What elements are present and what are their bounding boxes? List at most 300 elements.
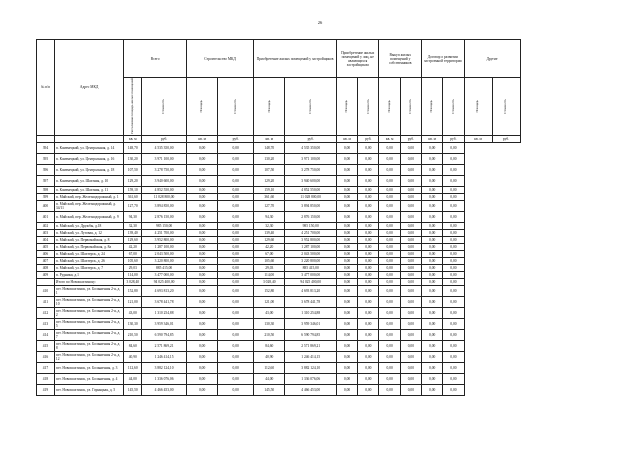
construction-area: 0,00: [186, 236, 217, 243]
zero-area-cell: 0,00: [422, 193, 443, 200]
row-number: 396: [37, 164, 55, 175]
construction-area: 0,00: [186, 211, 217, 222]
zero-cost-cell: 0,00: [443, 222, 464, 229]
zero-cost-cell: 0,00: [443, 153, 464, 164]
row-address: пгт. Новошахтинск, ул. Больничная 2-я, д. 7: [54, 329, 123, 340]
zero-area-cell: 0,00: [336, 285, 357, 296]
construction-area: 0,00: [186, 340, 217, 351]
zero-area-cell: 0,00: [336, 318, 357, 329]
total-cost: 1 287 100,00: [142, 243, 187, 250]
total-cost: 6 590 794,85: [142, 329, 187, 340]
zero-cost-cell: 0,00: [400, 307, 421, 318]
unit-sqm: кв. м: [464, 135, 492, 142]
zero-cost-cell: 0,00: [358, 373, 379, 384]
unit-rub: руб.: [400, 135, 421, 142]
total-cost: 11 028 800,00: [142, 193, 187, 200]
zero-cost-cell: 0,00: [443, 200, 464, 211]
row-address: п. Майский, ул. Шахтерск, д. 24: [54, 250, 123, 257]
zero-area-cell: 0,00: [336, 340, 357, 351]
total-area: 29,03: [124, 264, 142, 271]
table-row: [37, 285, 595, 296]
row-address: пгт. Новошахтинск, ул. Больничная, д. 3: [54, 362, 123, 373]
construction-cost: 0,00: [218, 307, 254, 318]
zero-cost-cell: 0,00: [400, 153, 421, 164]
total-cost: 4 693 813,20: [142, 285, 187, 296]
row-number: 407: [37, 257, 55, 264]
construction-area: 0,00: [186, 186, 217, 193]
row-address: пгт. Новошахтинск, ул. Горняцкая, д. 5: [54, 384, 123, 395]
developer-cost: 3 678 441,78: [285, 296, 337, 307]
table-row: [37, 153, 595, 164]
zero-cost-cell: 0,00: [400, 236, 421, 243]
developer-area: 67,00: [254, 250, 285, 257]
table-row: [37, 211, 595, 222]
row-address: п. Майский, пер. Железнодорожный, д. 9: [54, 211, 123, 222]
subheader-area: Площадь: [266, 99, 271, 113]
row-number: [37, 278, 55, 285]
developer-cost: 1 287 100,00: [285, 243, 337, 250]
developer-area: 84,60: [254, 340, 285, 351]
row-number: 406: [37, 250, 55, 257]
zero-area-cell: 0,00: [379, 153, 400, 164]
zero-cost-cell: 0,00: [400, 193, 421, 200]
unit-rub: руб.: [285, 135, 337, 142]
row-number: 413: [37, 318, 55, 329]
resettlement-table: [36, 39, 594, 396]
zero-area-cell: 0,00: [336, 264, 357, 271]
construction-cost: 0,00: [218, 271, 254, 278]
zero-area-cell: 0,00: [422, 142, 443, 153]
zero-area-cell: 0,00: [379, 329, 400, 340]
table-row: [37, 200, 595, 211]
developer-cost: 1 310 254,88: [285, 307, 337, 318]
zero-area-cell: 0,00: [336, 211, 357, 222]
zero-area-cell: 0,00: [336, 164, 357, 175]
construction-cost: 0,00: [218, 318, 254, 329]
zero-area-cell: 0,00: [422, 351, 443, 362]
table-row: [37, 264, 595, 271]
developer-cost: 11 028 800,00: [285, 193, 337, 200]
table-row: [37, 164, 595, 175]
zero-area-cell: 0,00: [422, 307, 443, 318]
developer-area: 129,20: [254, 175, 285, 186]
developer-cost: 985 150,00: [285, 222, 337, 229]
table-row: [37, 373, 595, 384]
construction-area: 0,00: [186, 285, 217, 296]
developer-cost: 4 251 700,00: [285, 229, 337, 236]
zero-area-cell: 0,00: [379, 340, 400, 351]
zero-cost-cell: 0,00: [443, 229, 464, 236]
developer-cost: 4 693 813,20: [285, 285, 337, 296]
zero-cost-cell: 0,00: [400, 142, 421, 153]
developer-area: 40,90: [254, 351, 285, 362]
zero-cost-cell: 0,00: [358, 296, 379, 307]
table-row: [37, 222, 595, 229]
zero-cost-cell: 0,00: [358, 271, 379, 278]
row-number: 398: [37, 186, 55, 193]
row-address: п. Каменецкий, ул. Шахтная, д. 10: [54, 175, 123, 186]
row-number: 419: [37, 384, 55, 395]
construction-cost: 0,00: [218, 200, 254, 211]
header-other: Другие: [464, 40, 520, 78]
developer-area: 130,30: [254, 318, 285, 329]
table-row: [37, 340, 595, 351]
total-cost: 885 415,00: [142, 264, 187, 271]
zero-cost-cell: 0,00: [443, 384, 464, 395]
developer-cost: 885 415,00: [285, 264, 337, 271]
construction-cost: 0,00: [218, 264, 254, 271]
table-row: [37, 236, 595, 243]
header-construction: Строительство МКД: [186, 40, 253, 78]
total-area: 40,90: [124, 351, 142, 362]
subheader-area: Площадь: [429, 99, 434, 113]
unit-sqm: кв. м: [124, 135, 142, 142]
zero-area-cell: 0,00: [336, 373, 357, 384]
zero-cost-cell: 0,00: [443, 329, 464, 340]
construction-cost: 0,00: [218, 142, 254, 153]
developer-area: 114,00: [254, 271, 285, 278]
zero-area-cell: 0,00: [379, 236, 400, 243]
table-row: [37, 318, 595, 329]
zero-area-cell: 0,00: [422, 271, 443, 278]
developer-area: 3 028,40: [254, 278, 285, 285]
developer-cost: 2 876 150,00: [285, 211, 337, 222]
subheader-cost: Стоимость: [233, 98, 237, 114]
zero-area-cell: 0,00: [336, 243, 357, 250]
zero-area-cell: 0,00: [422, 384, 443, 395]
total-area: 44,00: [124, 373, 142, 384]
construction-cost: 0,00: [218, 236, 254, 243]
construction-cost: 0,00: [218, 229, 254, 236]
zero-cost-cell: 0,00: [358, 384, 379, 395]
zero-area-cell: 0,00: [379, 296, 400, 307]
total-area: 129,60: [124, 236, 142, 243]
zero-cost-cell: 0,00: [443, 362, 464, 373]
zero-cost-cell: 0,00: [443, 250, 464, 257]
header-development-contract: Договор о развитии застроенной территории: [422, 40, 465, 78]
row-address: п. Каменецкий, ул. Шахтная, д. 11: [54, 186, 123, 193]
zero-cost-cell: 0,00: [443, 351, 464, 362]
construction-cost: 0,00: [218, 186, 254, 193]
construction-cost: 0,00: [218, 193, 254, 200]
construction-area: 0,00: [186, 318, 217, 329]
developer-cost: 3 952 800,00: [285, 236, 337, 243]
zero-area-cell: 0,00: [336, 175, 357, 186]
total-cost: 985 150,00: [142, 222, 187, 229]
total-cost: 3 894 850,00: [142, 200, 187, 211]
construction-cost: 0,00: [218, 175, 254, 186]
zero-cost-cell: 0,00: [400, 351, 421, 362]
total-cost: 4 251 700,00: [142, 229, 187, 236]
developer-area: 112,60: [254, 362, 285, 373]
zero-area-cell: 0,00: [336, 229, 357, 236]
construction-area: 0,00: [186, 222, 217, 229]
zero-cost-cell: 0,00: [358, 362, 379, 373]
zero-area-cell: 0,00: [336, 222, 357, 229]
table-row: [37, 186, 595, 193]
subheader-cost: Стоимость: [408, 98, 413, 114]
zero-area-cell: 0,00: [379, 175, 400, 186]
row-number: 401: [37, 211, 55, 222]
zero-cost-cell: 0,00: [400, 271, 421, 278]
zero-area-cell: 0,00: [422, 278, 443, 285]
zero-cost-cell: 0,00: [358, 142, 379, 153]
row-number: 410: [37, 285, 55, 296]
construction-area: 0,00: [186, 175, 217, 186]
zero-cost-cell: 0,00: [358, 278, 379, 285]
zero-area-cell: 0,00: [336, 153, 357, 164]
zero-cost-cell: 0,00: [358, 351, 379, 362]
total-area: 127,70: [124, 200, 142, 211]
zero-area-cell: 0,00: [379, 142, 400, 153]
zero-cost-cell: 0,00: [443, 186, 464, 193]
developer-area: 107,50: [254, 164, 285, 175]
zero-cost-cell: 0,00: [443, 318, 464, 329]
table-row: [37, 243, 595, 250]
zero-area-cell: 0,00: [422, 257, 443, 264]
table-row: [37, 278, 595, 285]
row-number: 412: [37, 307, 55, 318]
subheader-cost: Стоимость: [307, 98, 312, 114]
construction-area: 0,00: [186, 257, 217, 264]
developer-area: 105,60: [254, 257, 285, 264]
zero-area-cell: 0,00: [336, 257, 357, 264]
construction-area: 0,00: [186, 142, 217, 153]
total-cost: 3 971 100,00: [142, 153, 187, 164]
construction-cost: 0,00: [218, 384, 254, 395]
zero-cost-cell: 0,00: [400, 340, 421, 351]
row-number: 400: [37, 200, 55, 211]
construction-cost: 0,00: [218, 250, 254, 257]
zero-cost-cell: 0,00: [443, 296, 464, 307]
developer-area: 159,10: [254, 186, 285, 193]
table-row: [37, 229, 595, 236]
developer-area: 129,60: [254, 236, 285, 243]
zero-area-cell: 0,00: [336, 329, 357, 340]
construction-area: 0,00: [186, 384, 217, 395]
developer-area: 121,00: [254, 296, 285, 307]
zero-area-cell: 0,00: [422, 175, 443, 186]
total-cost: 2 571 869,21: [142, 340, 187, 351]
zero-area-cell: 0,00: [379, 384, 400, 395]
total-area: 159,10: [124, 186, 142, 193]
total-area: 94,30: [124, 211, 142, 222]
row-number: 395: [37, 153, 55, 164]
zero-area-cell: 0,00: [422, 164, 443, 175]
zero-cost-cell: 0,00: [443, 175, 464, 186]
zero-cost-cell: 0,00: [400, 384, 421, 395]
zero-cost-cell: 0,00: [400, 222, 421, 229]
header-acquisition-developers: Приобретение жилых помещений у застройщиков: [254, 40, 337, 78]
unit-sqm: кв. м: [254, 135, 285, 142]
construction-cost: 0,00: [218, 153, 254, 164]
zero-cost-cell: 0,00: [400, 264, 421, 271]
construction-cost: 0,00: [218, 362, 254, 373]
zero-area-cell: 0,00: [336, 200, 357, 211]
subheader-area: Площадь: [344, 99, 349, 113]
subheader-area: Площадь: [386, 99, 391, 113]
construction-cost: 0,00: [218, 351, 254, 362]
zero-area-cell: 0,00: [379, 257, 400, 264]
row-address: п. Каменецкий, ул. Центральная, д. 18: [54, 164, 123, 175]
header-buyout: Выкуп жилых помещений у собственников: [379, 40, 422, 78]
unit-sqm: кв. м: [422, 135, 443, 142]
total-cost: 1 246 414,15: [142, 351, 187, 362]
developer-area: 139,40: [254, 229, 285, 236]
construction-area: 0,00: [186, 250, 217, 257]
zero-cost-cell: 0,00: [400, 329, 421, 340]
table-row: [37, 351, 595, 362]
zero-cost-cell: 0,00: [358, 340, 379, 351]
zero-cost-cell: 0,00: [358, 175, 379, 186]
zero-cost-cell: 0,00: [358, 153, 379, 164]
unit-rub: руб.: [142, 135, 187, 142]
total-area: 129,20: [124, 175, 142, 186]
developer-cost: 6 590 794,85: [285, 329, 337, 340]
zero-area-cell: 0,00: [379, 222, 400, 229]
developer-area: 42,20: [254, 243, 285, 250]
zero-cost-cell: 0,00: [358, 229, 379, 236]
unit-rub: руб.: [443, 135, 464, 142]
zero-area-cell: 0,00: [336, 296, 357, 307]
developer-area: 43,00: [254, 307, 285, 318]
zero-area-cell: 0,00: [379, 318, 400, 329]
zero-cost-cell: 0,00: [443, 243, 464, 250]
zero-cost-cell: 0,00: [358, 250, 379, 257]
zero-cost-cell: 0,00: [400, 257, 421, 264]
zero-area-cell: 0,00: [379, 200, 400, 211]
table-row: [37, 384, 595, 395]
zero-area-cell: 0,00: [422, 285, 443, 296]
row-address: п. Майский, ул. Шахтерск, д. 26: [54, 257, 123, 264]
unit-sqm: кв. м: [336, 135, 357, 142]
developer-cost: 1 246 414,15: [285, 351, 337, 362]
construction-cost: 0,00: [218, 243, 254, 250]
developer-cost: 3 477 000,00: [285, 271, 337, 278]
zero-area-cell: 0,00: [379, 243, 400, 250]
header-address: Адрес МКД: [54, 40, 123, 136]
total-area: 145,50: [124, 384, 142, 395]
zero-cost-cell: 0,00: [400, 229, 421, 236]
developer-area: 44,00: [254, 373, 285, 384]
zero-area-cell: 0,00: [422, 264, 443, 271]
construction-area: 0,00: [186, 243, 217, 250]
row-number: 397: [37, 175, 55, 186]
row-number: 405: [37, 243, 55, 250]
developer-area: 94,30: [254, 211, 285, 222]
zero-cost-cell: 0,00: [400, 250, 421, 257]
zero-area-cell: 0,00: [379, 250, 400, 257]
total-cost: 3 477 000,00: [142, 271, 187, 278]
total-area: 130,20: [124, 153, 142, 164]
table-row: [37, 329, 595, 340]
total-area: 84,60: [124, 340, 142, 351]
developer-area: 210,50: [254, 329, 285, 340]
developer-area: 130,20: [254, 153, 285, 164]
total-area: 67,00: [124, 250, 142, 257]
total-area: 32,30: [124, 222, 142, 229]
zero-area-cell: 0,00: [379, 307, 400, 318]
table-row: [37, 257, 595, 264]
table-row: [37, 271, 595, 278]
total-cost: 4 852 550,00: [142, 186, 187, 193]
row-number: 417: [37, 362, 55, 373]
subheader-cost: Стоимость: [503, 98, 508, 114]
zero-area-cell: 0,00: [336, 193, 357, 200]
total-cost: 1 310 254,88: [142, 307, 187, 318]
zero-cost-cell: 0,00: [443, 271, 464, 278]
zero-cost-cell: 0,00: [443, 142, 464, 153]
total-cost: 3 940 600,00: [142, 175, 187, 186]
unit-rub: руб.: [358, 135, 379, 142]
zero-cost-cell: 0,00: [443, 373, 464, 384]
zero-area-cell: 0,00: [379, 264, 400, 271]
developer-area: 32,30: [254, 222, 285, 229]
row-number: 403: [37, 229, 55, 236]
zero-cost-cell: 0,00: [400, 362, 421, 373]
developer-cost: 4 466 453,00: [285, 384, 337, 395]
total-area: 152,80: [124, 285, 142, 296]
total-area: 107,50: [124, 164, 142, 175]
row-address: п. Майский, ул. Луговая, д. 12: [54, 229, 123, 236]
developer-cost: 1 336 076,06: [285, 373, 337, 384]
construction-area: 0,00: [186, 164, 217, 175]
total-cost: 2 876 150,00: [142, 211, 187, 222]
table-row: [37, 193, 595, 200]
row-address: пгт. Новошахтинск, ул. Больничная 2-я, д. 5: [54, 318, 123, 329]
total-area: 139,40: [124, 229, 142, 236]
zero-cost-cell: 0,00: [443, 264, 464, 271]
developer-cost: 3 971 100,00: [285, 153, 337, 164]
total-area: 210,50: [124, 329, 142, 340]
zero-cost-cell: 0,00: [400, 164, 421, 175]
construction-area: 0,00: [186, 307, 217, 318]
zero-area-cell: 0,00: [422, 318, 443, 329]
zero-area-cell: 0,00: [422, 200, 443, 211]
zero-area-cell: 0,00: [336, 142, 357, 153]
table-row: [37, 175, 595, 186]
zero-area-cell: 0,00: [336, 278, 357, 285]
row-address: п. Майский, ул. Шахтерск, д. 7: [54, 264, 123, 271]
total-area: 114,00: [124, 271, 142, 278]
construction-cost: 0,00: [218, 278, 254, 285]
developer-cost: 94 025 400,00: [285, 278, 337, 285]
zero-cost-cell: 0,00: [358, 222, 379, 229]
row-address: п. Майский, ул. Дружбы, д.18: [54, 222, 123, 229]
zero-area-cell: 0,00: [379, 164, 400, 175]
table-row: [37, 250, 595, 257]
construction-cost: 0,00: [218, 373, 254, 384]
zero-area-cell: 0,00: [336, 271, 357, 278]
zero-cost-cell: 0,00: [400, 243, 421, 250]
total-area: 121,00: [124, 296, 142, 307]
zero-area-cell: 0,00: [379, 278, 400, 285]
row-number: 418: [37, 373, 55, 384]
row-address: пгт. Новошахтинск, ул. Больничная 2-я, д. 8: [54, 340, 123, 351]
zero-cost-cell: 0,00: [358, 211, 379, 222]
construction-cost: 0,00: [218, 285, 254, 296]
unit-sqm: кв. м: [379, 135, 400, 142]
developer-cost: 3 940 600,00: [285, 175, 337, 186]
row-address: Итого по Новошахтинску:: [54, 278, 123, 285]
zero-cost-cell: 0,00: [358, 257, 379, 264]
zero-cost-cell: 0,00: [358, 285, 379, 296]
zero-cost-cell: 0,00: [400, 285, 421, 296]
zero-cost-cell: 0,00: [400, 200, 421, 211]
header-total: Всего: [124, 40, 187, 78]
zero-area-cell: 0,00: [422, 243, 443, 250]
construction-area: 0,00: [186, 329, 217, 340]
